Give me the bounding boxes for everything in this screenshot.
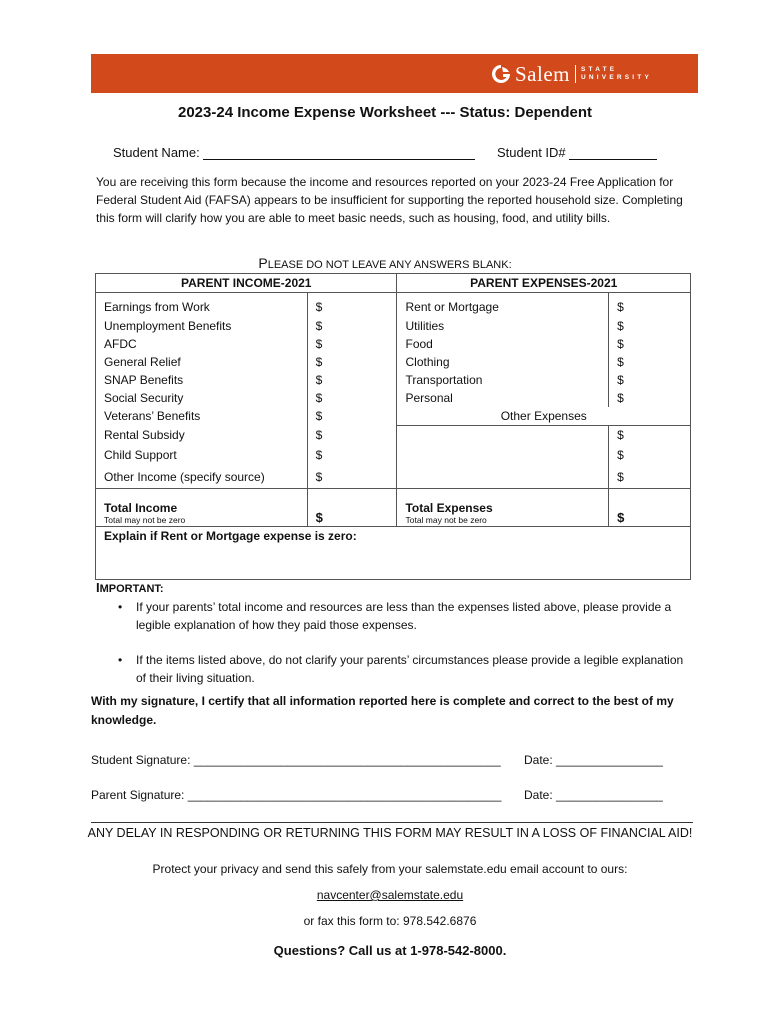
table-row: [96, 335, 691, 353]
expense-label: Food: [397, 335, 609, 353]
income-label: Child Support: [96, 444, 308, 466]
bullet-icon: •: [118, 653, 123, 667]
totals-row: [96, 489, 691, 527]
income-amount-field[interactable]: $: [307, 407, 397, 426]
student-date-field[interactable]: Date: ________________: [524, 753, 663, 767]
student-signature-field[interactable]: Student Signature: ______________________________________________: [91, 753, 501, 767]
table-row: [96, 371, 691, 389]
expense-amount-field[interactable]: $: [609, 426, 691, 445]
income-label: Veterans’ Benefits: [96, 407, 308, 426]
student-id-field[interactable]: [569, 145, 657, 160]
table-row: [96, 293, 691, 318]
email-link[interactable]: navcenter@salemstate.edu: [316, 888, 464, 902]
income-amount-field[interactable]: $: [307, 335, 397, 353]
income-amount-field[interactable]: $: [307, 293, 397, 318]
explain-row: [96, 527, 691, 580]
income-label: Rental Subsidy: [96, 426, 308, 445]
logo-divider: [575, 65, 576, 83]
total-expenses-note: Total may not be zero: [405, 515, 487, 525]
expense-amount-field[interactable]: $: [609, 371, 691, 389]
explain-rent-field[interactable]: Explain if Rent or Mortgage expense is zero:: [96, 527, 691, 580]
student-id-label: Student ID#: [497, 145, 566, 160]
delay-warning: ANY DELAY IN RESPONDING OR RETURNING THIS FORM MAY RESULT IN A LOSS OF FINANCIAL AID!: [87, 826, 693, 840]
privacy-note: Protect your privacy and send this safely from your salemstate.edu email account to ours:: [152, 862, 628, 876]
expense-amount-field[interactable]: $: [609, 389, 691, 407]
income-label: AFDC: [96, 335, 308, 353]
certification-statement: With my signature, I certify that all information reported here is complete and correct to the best of my knowledge.: [91, 694, 674, 727]
divider: [91, 822, 693, 823]
total-income-note: Total may not be zero: [104, 515, 186, 525]
table-row: [96, 444, 691, 466]
expense-amount-field[interactable]: $: [609, 293, 691, 318]
income-amount-field[interactable]: $: [307, 444, 397, 466]
expense-label: Clothing: [397, 353, 609, 371]
expense-amount-field[interactable]: $: [609, 353, 691, 371]
total-expenses-label: Total Expenses: [405, 501, 493, 515]
expense-amount-field[interactable]: $: [609, 317, 691, 335]
total-income-label: Total Income: [104, 501, 178, 515]
expense-label: Transportation: [397, 371, 609, 389]
income-label: Other Income (specify source): [96, 466, 308, 489]
table-row: [96, 466, 691, 489]
logo-word: Salem: [514, 61, 570, 86]
table-row: [96, 353, 691, 371]
income-amount-field[interactable]: $: [307, 466, 397, 489]
intro-paragraph: You are receiving this form because the income and resources reported on your 2023-24 Free Application for Federal Student Aid (FAFSA) appears to be insufficient for supporting the reported household size. Completing this form will clarify how you are able to meet basic needs, such as housing, food, and utility bills.: [96, 175, 683, 225]
income-amount-field[interactable]: $: [307, 371, 397, 389]
expense-label: Personal: [397, 389, 609, 407]
income-label: SNAP Benefits: [96, 371, 308, 389]
student-name-field[interactable]: [203, 145, 475, 160]
expense-amount-field[interactable]: $: [609, 444, 691, 466]
other-expense-field[interactable]: [397, 426, 609, 445]
total-income-cell: [96, 489, 308, 527]
income-label: Unemployment Benefits: [96, 317, 308, 335]
total-expenses-cell: [397, 489, 609, 527]
table-row: [96, 407, 691, 426]
income-amount-field[interactable]: $: [307, 317, 397, 335]
income-label: Social Security: [96, 389, 308, 407]
table-row: [96, 389, 691, 407]
total-income-field[interactable]: $: [307, 489, 397, 527]
logo-subtitle: STATE UNIVERSITY: [580, 66, 652, 81]
page-title: 2023-24 Income Expense Worksheet --- Status: Dependent: [177, 104, 592, 121]
total-expenses-field[interactable]: $: [609, 489, 691, 527]
parent-signature-field[interactable]: Parent Signature: _______________________________________________: [91, 788, 502, 802]
salem-logo-mark-icon: [489, 63, 513, 85]
table-row: [96, 317, 691, 335]
important-list: [96, 598, 696, 704]
student-name-label: Student Name:: [113, 145, 200, 160]
table-row: [96, 426, 691, 445]
income-amount-field[interactable]: $: [307, 389, 397, 407]
header-banner: [91, 54, 698, 93]
blank-answers-notice: PLEASE DO NOT LEAVE ANY ANSWERS BLANK:: [258, 255, 512, 271]
table-header-row: [96, 274, 691, 293]
list-item: • If the items listed above, do not clarify your parents’ circumstances please provide a legible explanation of their living situation.: [118, 653, 684, 685]
other-expenses-label: Other Expenses: [397, 407, 691, 426]
other-expense-field[interactable]: [397, 444, 609, 466]
parent-date-field[interactable]: Date: ________________: [524, 788, 663, 802]
income-expense-table: [95, 273, 691, 580]
expense-label: Rent or Mortgage: [397, 293, 609, 318]
bullet-icon: •: [118, 600, 123, 614]
salem-state-logo: [489, 61, 652, 87]
questions-line: Questions? Call us at 1-978-542-8000.: [273, 943, 507, 958]
student-id-row: [497, 145, 657, 160]
other-expense-field[interactable]: [397, 466, 609, 489]
income-label: Earnings from Work: [96, 293, 308, 318]
student-name-row: [113, 145, 475, 160]
expense-header: PARENT EXPENSES-2021: [397, 274, 691, 293]
important-heading: IMPORTANT:: [96, 580, 164, 595]
list-item: • If your parents’ total income and resources are less than the expenses listed above, please provide a legible explanation of how they paid those expenses.: [118, 600, 672, 632]
expense-amount-field[interactable]: $: [609, 335, 691, 353]
expense-amount-field[interactable]: $: [609, 466, 691, 489]
income-header: PARENT INCOME-2021: [96, 274, 397, 293]
income-amount-field[interactable]: $: [307, 426, 397, 445]
fax-line: or fax this form to: 978.542.6876: [303, 914, 477, 928]
income-label: General Relief: [96, 353, 308, 371]
income-amount-field[interactable]: $: [307, 353, 397, 371]
expense-label: Utilities: [397, 317, 609, 335]
